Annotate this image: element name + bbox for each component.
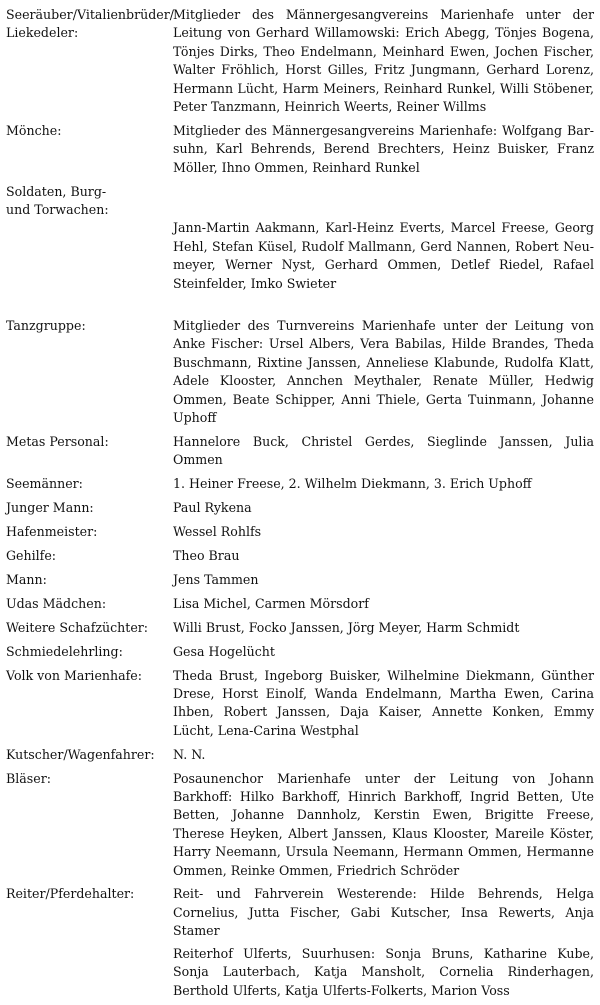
cast-paragraph: Mitglieder des Turnvereins Marienhafe unter der Leitung von Anke Fischer: Ursel Albers, Vera Babilas, Hilde Brandes, Theda Buschmann, Rixtine Janssen, Anneliese Klabunde, Rudolfa Klatt, Adele Klooster, Annchen Meythaler, Renate Müller, Hedwig Ommen, Beate Schipper, Anni Thiele, Gerta Tuinmann, Johanne Uphoff <box>173 318 594 426</box>
cast-entry <box>6 770 594 880</box>
cast-entry <box>6 547 594 565</box>
cast-names <box>173 122 594 177</box>
cast-paragraph: Mitglieder des Männergesangvereins Marienhafe: Wolfgang Barsuhn, Karl Behrends, Berend Brechters, Heinz Buisker, Franz Möller, Ihno Ommen, Reinhard Runkel <box>173 122 594 175</box>
cast-names <box>173 475 594 493</box>
cast-names <box>173 595 594 613</box>
cast-paragraph: 1. Heiner Freese, 2. Wilhelm Diekmann, 3. Erich Uphoff <box>173 476 532 492</box>
cast-names <box>173 770 594 880</box>
cast-names <box>173 433 594 470</box>
role-label: Gehilfe: <box>6 547 57 563</box>
role-label: Metas Personal: <box>6 433 109 449</box>
role-label: Junger Mann: <box>6 500 94 516</box>
cast-paragraph: N. N. <box>173 746 206 762</box>
cast-names <box>173 746 594 764</box>
role-label: Schmiedelehrling: <box>6 643 123 659</box>
role-label: Kutscher/Wagenfahrer: <box>6 746 155 762</box>
cast-list-page <box>6 6 594 1005</box>
role-label: Reiter/Pferdehalter: <box>6 886 135 902</box>
cast-paragraph: Willi Brust, Focko Janssen, Jörg Meyer, Harm Schmidt <box>173 619 520 635</box>
cast-entry <box>6 475 594 493</box>
cast-entry <box>6 433 594 470</box>
role-label: Udas Mädchen: <box>6 595 107 611</box>
cast-entry <box>6 667 594 741</box>
cast-names <box>173 667 594 741</box>
cast-names <box>173 547 594 565</box>
role-label: Seemänner: <box>6 476 83 492</box>
cast-names <box>173 885 594 999</box>
cast-names <box>173 499 594 517</box>
cast-names <box>173 571 594 589</box>
cast-paragraph: Jens Tammen <box>173 571 259 587</box>
cast-entry <box>6 6 594 116</box>
cast-names <box>173 619 594 637</box>
role-label: Mönche: <box>6 122 62 138</box>
cast-names <box>173 643 594 661</box>
role-label: Bläser: <box>6 770 51 786</box>
cast-entry <box>6 746 594 764</box>
cast-paragraph: Hannelore Buck, Christel Gerdes, Sieglinde Janssen, Julia Ommen <box>173 433 594 468</box>
cast-entry <box>6 595 594 613</box>
cast-names <box>173 523 594 541</box>
cast-entry <box>6 122 594 177</box>
cast-paragraph: Reit- und Fahrverein Westerende: Hilde Behrends, Helga Cornelius, Jutta Fischer, Gabi Kutscher, Insa Rewerts, Anja Stamer <box>173 886 594 939</box>
role-label: Weitere Schafzüchter: <box>6 619 149 635</box>
cast-names <box>173 183 594 312</box>
cast-entry <box>6 571 594 589</box>
cast-names <box>173 6 594 116</box>
cast-paragraph: Mitglieder des Männergesangvereins Marienhafe unter der Leitung von Gerhard Willamowski: Erich Abegg, Tönjes Bogena, Tönjes Dirks, Theo Endelmann, Meinhard Ewen, Jochen Fischer, Walter Fröhlich, Horst Gilles, Fritz Jungmann, Gerhard Lorenz, Hermann Lücht, Harm Meiners, Reinhard Runkel, Willi Stöbener, Peter Tanzmann, Heinrich Weerts, Reiner Willms <box>173 7 594 115</box>
cast-entry <box>6 317 594 427</box>
cast-entry <box>6 643 594 661</box>
cast-entry <box>6 523 594 541</box>
cast-paragraph: Gesa Hogelücht <box>173 643 275 659</box>
cast-entry <box>6 183 594 312</box>
cast-entry <box>6 499 594 517</box>
role-label: Volk von Marienhafe: <box>6 667 142 683</box>
cast-paragraph: Reiterhof Ulferts, Suurhusen: Sonja Bruns, Katharine Kube, Sonja Lauterbach, Katja Mansholt, Cornelia Rinderhagen, Berthold Ulferts, Katja Ulferts-Folkerts, Marion Voss <box>173 945 594 998</box>
cast-paragraph: Wessel Rohlfs <box>173 524 262 540</box>
role-label: Hafenmeister: <box>6 524 98 540</box>
cast-entry <box>6 619 594 637</box>
cast-paragraph: Paul Rykena <box>173 500 252 516</box>
role-label: Seeräuber/Vitalienbrüder/ Liekedeler: <box>6 7 175 41</box>
cast-paragraph: Jann-Martin Aakmann, Karl-Heinz Everts, Marcel Freese, Georg Hehl, Stefan Küsel, Rudolf Mallmann, Gerd Nannen, Robert Neumeyer, Werner Nyst, Gerhard Ommen, Detlef Riedel, Rafael Steinfelder, Imko Swieter <box>173 220 594 291</box>
role-label: Soldaten, Burg- und Torwachen: <box>6 183 109 218</box>
cast-paragraph: Theo Brau <box>173 547 240 563</box>
cast-paragraph: Lisa Michel, Carmen Mörsdorf <box>173 595 369 611</box>
cast-entry <box>6 885 594 999</box>
cast-names <box>173 317 594 427</box>
role-label: Mann: <box>6 571 47 587</box>
role-label: Tanzgruppe: <box>6 318 86 333</box>
cast-paragraph: Theda Brust, Ingeborg Buisker, Wilhelmine Diekmann, Günther Drese, Horst Einolf, Wanda Endelmann, Martha Ewen, Carina Ihben, Robert Janssen, Daja Kaiser, Annette Konken, Emmy Lücht, Lena-Carina Westphal <box>173 667 594 738</box>
cast-paragraph: Posaunenchor Marienhafe unter der Leitung von Johann Barkhoff: Hilko Barkhoff, Hinrich Barkhoff, Ingrid Betten, Ute Betten, Johanne Dannholz, Kerstin Ewen, Brigitte Freese, Therese Heyken, Albert Janssen, Klaus Klooster, Mareile Köster, Harry Neemann, Ursula Neemann, Hermann Ommen, Hermanne Ommen, Reinke Ommen, Friedrich Schröder <box>173 770 594 878</box>
